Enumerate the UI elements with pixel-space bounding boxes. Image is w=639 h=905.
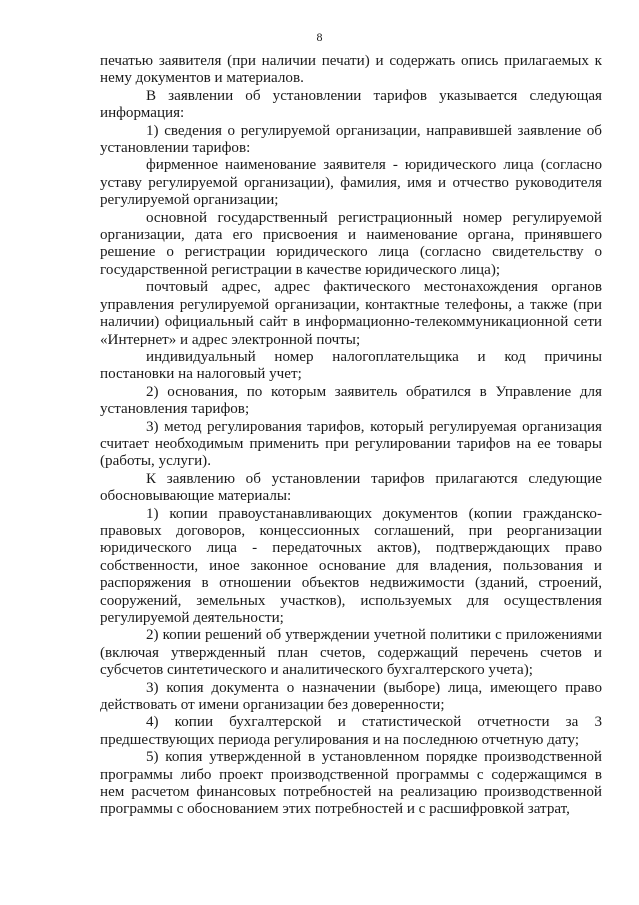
paragraph: 3) копия документа о назначении (выборе) лица, имеющего право действовать от имени организации без доверенности; [100,679,602,714]
paragraph: 3) метод регулирования тарифов, который регулируемая организация считает необходимым применить при регулировании тарифов на ее товары (работы, услуги). [100,418,602,470]
paragraph: 1) копии правоустанавливающих документов (копии гражданско-правовых договоров, концессионных соглашений, при реорганизации юридического лица - передаточных актов), подтверждающих право собственности, иное законное основание для владения, пользования и распоряжения в отношении объектов недвижимости (зданий, строений, сооружений, земельных участков), используемых для осуществления регулируемой деятельности; [100,505,602,626]
paragraph: основной государственный регистрационный номер регулируемой организации, дата его присвоения и наименование органа, принявшего решение о регистрации юридического лица (согласно свидетельству о государственной регистрации в качестве юридического лица); [100,209,602,278]
page-number: 8 [316,30,323,44]
paragraph: печатью заявителя (при наличии печати) и содержать опись прилагаемых к нему документов и материалов. [100,53,602,87]
paragraph: В заявлении об установлении тарифов указывается следующая информация: [100,87,602,122]
paragraph: индивидуальный номер налогоплательщика и код причины постановки на налоговый учет; [100,348,602,383]
paragraph: почтовый адрес, адрес фактического местонахождения органов управления регулируемой организации, контактные телефоны, а также (при наличии) официальный сайт в информационно-телекоммуникационной сети «Интернет» и адрес электронной почты; [100,279,602,348]
document-body [100,53,602,819]
paragraph: 2) основания, по которым заявитель обратился в Управление для установления тарифов; [100,383,602,418]
paragraph: 5) копия утвержденной в установленном порядке производственной программы либо проект производственной программы с содержащимся в нем расчетом финансовых потребностей на реализацию производственной программы с обоснованием этих потребностей и с расшифровкой затрат, [100,749,602,818]
paragraph: 1) сведения о регулируемой организации, направившей заявление об установлении тарифов: [100,122,602,157]
paragraph: К заявлению об установлении тарифов прилагаются следующие обосновывающие материалы: [100,470,602,505]
paragraph: 2) копии решений об утверждении учетной политики с приложениями (включая утвержденный план счетов, содержащий перечень счетов и субсчетов синтетического и аналитического бухгалтерского учета); [100,627,602,679]
paragraph: фирменное наименование заявителя - юридического лица (согласно уставу регулируемой организации), фамилия, имя и отчество руководителя регулируемой организации; [100,157,602,209]
paragraph: 4) копии бухгалтерской и статистической отчетности за 3 предшествующих периода регулирования и на последнюю отчетную дату; [100,714,602,748]
